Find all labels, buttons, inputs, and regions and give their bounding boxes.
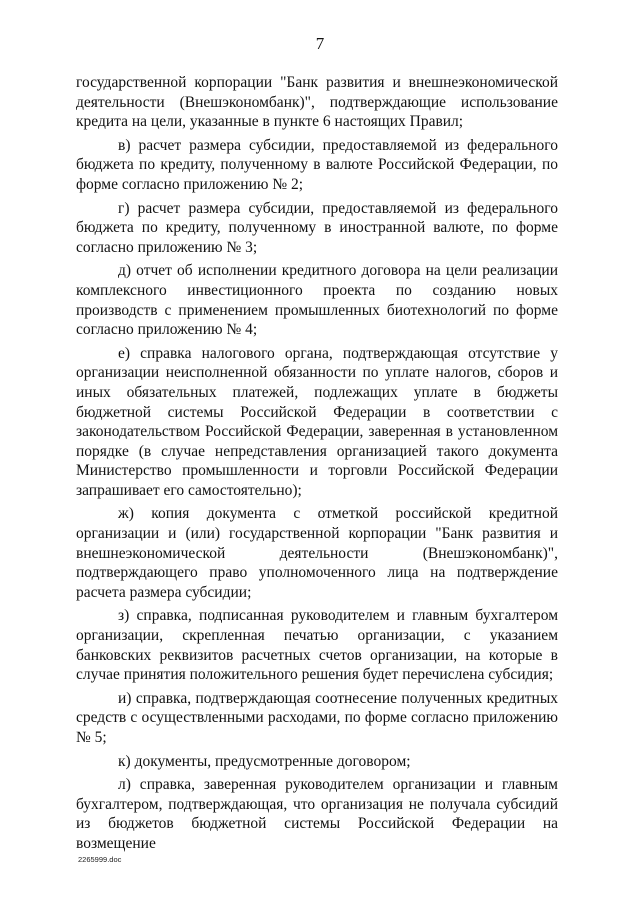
paragraph-item-d: д) отчет об исполнении кредитного договора на цели реализации комплексного инвестиционного проекта по созданию новых производств с применением промышленных биотехнологий по форме согласно приложению № 4; [76,262,558,339]
paragraph-item-e: е) справка налогового органа, подтверждающая отсутствие у организации неисполненной обязанности по уплате налогов, сборов и иных обязательных платежей, подлежащих уплате в бюджеты бюджетной системы Российской Федерации в соответствии с законодательством Российской Федерации, заверенная в установленном порядке (в случае непредставления организацией такого документа Министерство промышленности и торговли Российской Федерации запрашивает его самостоятельно); [76,344,558,499]
page-number: 7 [315,34,325,53]
footer-filename: 2265999.doc [78,855,122,864]
paragraph-item-l: л) справка, заверенная руководителем организации и главным бухгалтером, подтверждающая, что организация не получала субсидий из бюджетов бюджетной системы Российской Федерации на возмещение [76,776,558,852]
paragraph-item-i: и) справка, подтверждающая соотнесение полученных кредитных средств с осуществленными расходами, по форме согласно приложению № 5; [76,689,558,746]
paragraph-item-z: з) справка, подписанная руководителем и главным бухгалтером организации, скрепленная печатью организации, с указанием банковских реквизитов расчетных счетов организации, на которые в случае принятия положительного решения будет перечислена субсидия; [76,607,558,684]
paragraph-item-zh: ж) копия документа с отметкой российской кредитной организации и (или) государственной корпорации "Банк развития и внешнеэкономической деятельности (Внешэкономбанк)", подтверждающего право уполномоченного лица на подтверждение расчета размера субсидии; [76,505,558,601]
document-body [76,73,558,858]
paragraph-item-v: в) расчет размера субсидии, предоставляемой из федерального бюджета по кредиту, полученному в валюте Российской Федерации, по форме согласно приложению № 2; [76,136,558,193]
paragraph-item-g: г) расчет размера субсидии, предоставляемой из федерального бюджета по кредиту, полученному в иностранной валюте, по форме согласно приложению № 3; [76,199,558,256]
paragraph-continuation: государственной корпорации "Банк развития и внешнеэкономической деятельности (Внешэкономбанк)", подтверждающие использование кредита на цели, указанные в пункте 6 настоящих Правил; [76,74,558,131]
paragraph-item-k: к) документы, предусмотренные договором; [118,752,411,770]
